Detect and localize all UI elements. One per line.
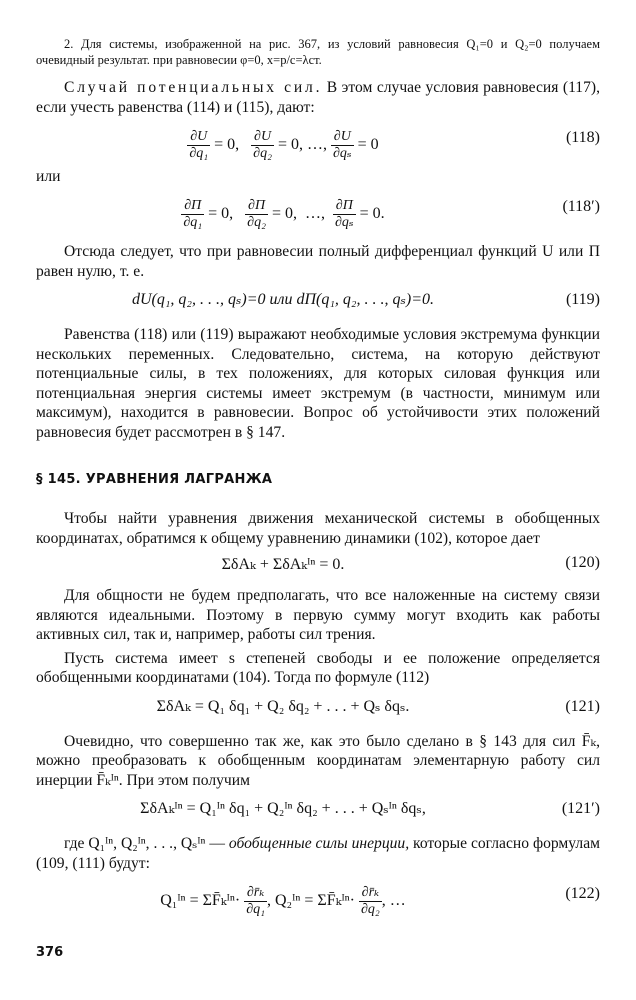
paragraph-general-equation: Чтобы найти уравнения движения механической системы в обобщенных координатах, обратимся к общему уравнению динамики (102), которое дает <box>36 510 600 547</box>
equation-number: (120) <box>565 554 600 571</box>
page-number: 376 <box>36 945 64 960</box>
equation-118-prime: $\frac{\partial\Pi}{\text{∂q₁}}$ = 0, $\frac{\partial\Pi}{\text{∂q₂}}$ = 0, …, $\frac{\partial\Pi}{\text{∂qₛ}}$ = 0. (118′) <box>183 198 600 230</box>
equation-122: Q₁ᴵⁿ = ΣF̄ₖᴵⁿ· $\frac{\text{∂r̄ₖ}}{\text{∂q₁}}$ , Q₂ᴵⁿ = ΣF̄ₖᴵⁿ· $\frac{\text{∂r̄ₖ}}{\text{∂q₂}}$ , … (122) <box>160 885 600 917</box>
run-in-heading: Случай потенциальных сил. <box>64 79 323 96</box>
equation-121-prime: ΣδAₖᴵⁿ = Q₁ᴵⁿ δq₁ + Q₂ᴵⁿ δq₂ + . . . + Qₛᴵⁿ δqₛ, (121′) <box>140 800 600 817</box>
paragraph-degrees-of-freedom: Пусть система имеет s степеней свободы и ее положение определяется обобщенными координатами (104). Тогда по формуле (112) <box>36 649 600 686</box>
paragraph-extremum: Равенства (118) или (119) выражают необходимые условия экстремума функции нескольких переменных. Следовательно, система, на которую действуют потенциальные силы, в тех положениях, для которых силовая функция или потенциальная энергия системы имеет экстремум (в частности, минимум или максимум), находится в равновесии. Вопрос об устойчивости этих положений равновесия будет рассмотрен в § 147. <box>36 326 600 441</box>
equation-number: (121′) <box>561 800 600 817</box>
paragraph-potential-forces: Случай потенциальных сил. В этом случае условия равновесия (117), если учесть равенства (114) и (115), дают: <box>36 79 600 116</box>
equation-number: (122) <box>565 885 600 902</box>
equation-number: (121) <box>565 697 600 715</box>
paragraph-constraints: Для общности не будем предполагать, что все наложенные на систему связи являются идеальными. Поэтому в первую сумму могут входить как работы активных сил, так и, например, работы сил трения. <box>36 587 600 643</box>
equation-number: (118′) <box>562 198 600 215</box>
equation-121: ΣδAₖ = Q₁ δq₁ + Q₂ δq₂ + . . . + Qₛ δqₛ. (121) <box>156 697 600 715</box>
equation-120: ΣδAₖ + ΣδAₖᴵⁿ = 0. (120) <box>221 554 600 573</box>
equation-118: $\frac{\partial U}{\text{∂q₁}}$ = 0, $\frac{\partial U}{\text{∂q₂}}$ = 0, …, $\frac{\partial U}{\text{∂qₛ}}$ = 0 (118) <box>189 129 600 161</box>
paragraph-generalized-inertia: где Q₁ᴵⁿ, Q₂ᴵⁿ, . . ., Qₛᴵⁿ — обобщенные силы инерции, которые согласно формулам (109, (111) будут: <box>36 835 600 872</box>
page <box>36 36 600 923</box>
equation-119: dU(q₁, q₂, . . ., qₛ)=0 или dΠ(q₁, q₂, . . ., qₛ)=0. (119) <box>131 291 600 308</box>
paragraph-inertia-forces: Очевидно, что совершенно так же, как это было сделано в § 143 для сил F̄ₖ, можно преобразовать к обобщенным координатам элементарную работу сил инерции F̄ₖᴵⁿ. При этом получим <box>36 732 600 789</box>
paragraph-differential: Отсюда следует, что при равновесии полный дифференциал функций U или Π равен нулю, т. е. <box>36 243 600 280</box>
section-heading: § 145. УРАВНЕНИЯ ЛАГРАНЖА <box>36 472 273 487</box>
or-label: или <box>36 168 61 185</box>
equation-number: (119) <box>565 291 600 308</box>
footnote-2: 2. Для системы, изображенной на рис. 367, из условий равновесия Q₁=0 и Q₂=0 получаем очевидный результат. при равновесии φ=0, x=p/c=λст. <box>36 37 600 67</box>
emphasis: обобщенные силы инерции, <box>228 835 410 852</box>
equation-number: (118) <box>565 129 600 146</box>
